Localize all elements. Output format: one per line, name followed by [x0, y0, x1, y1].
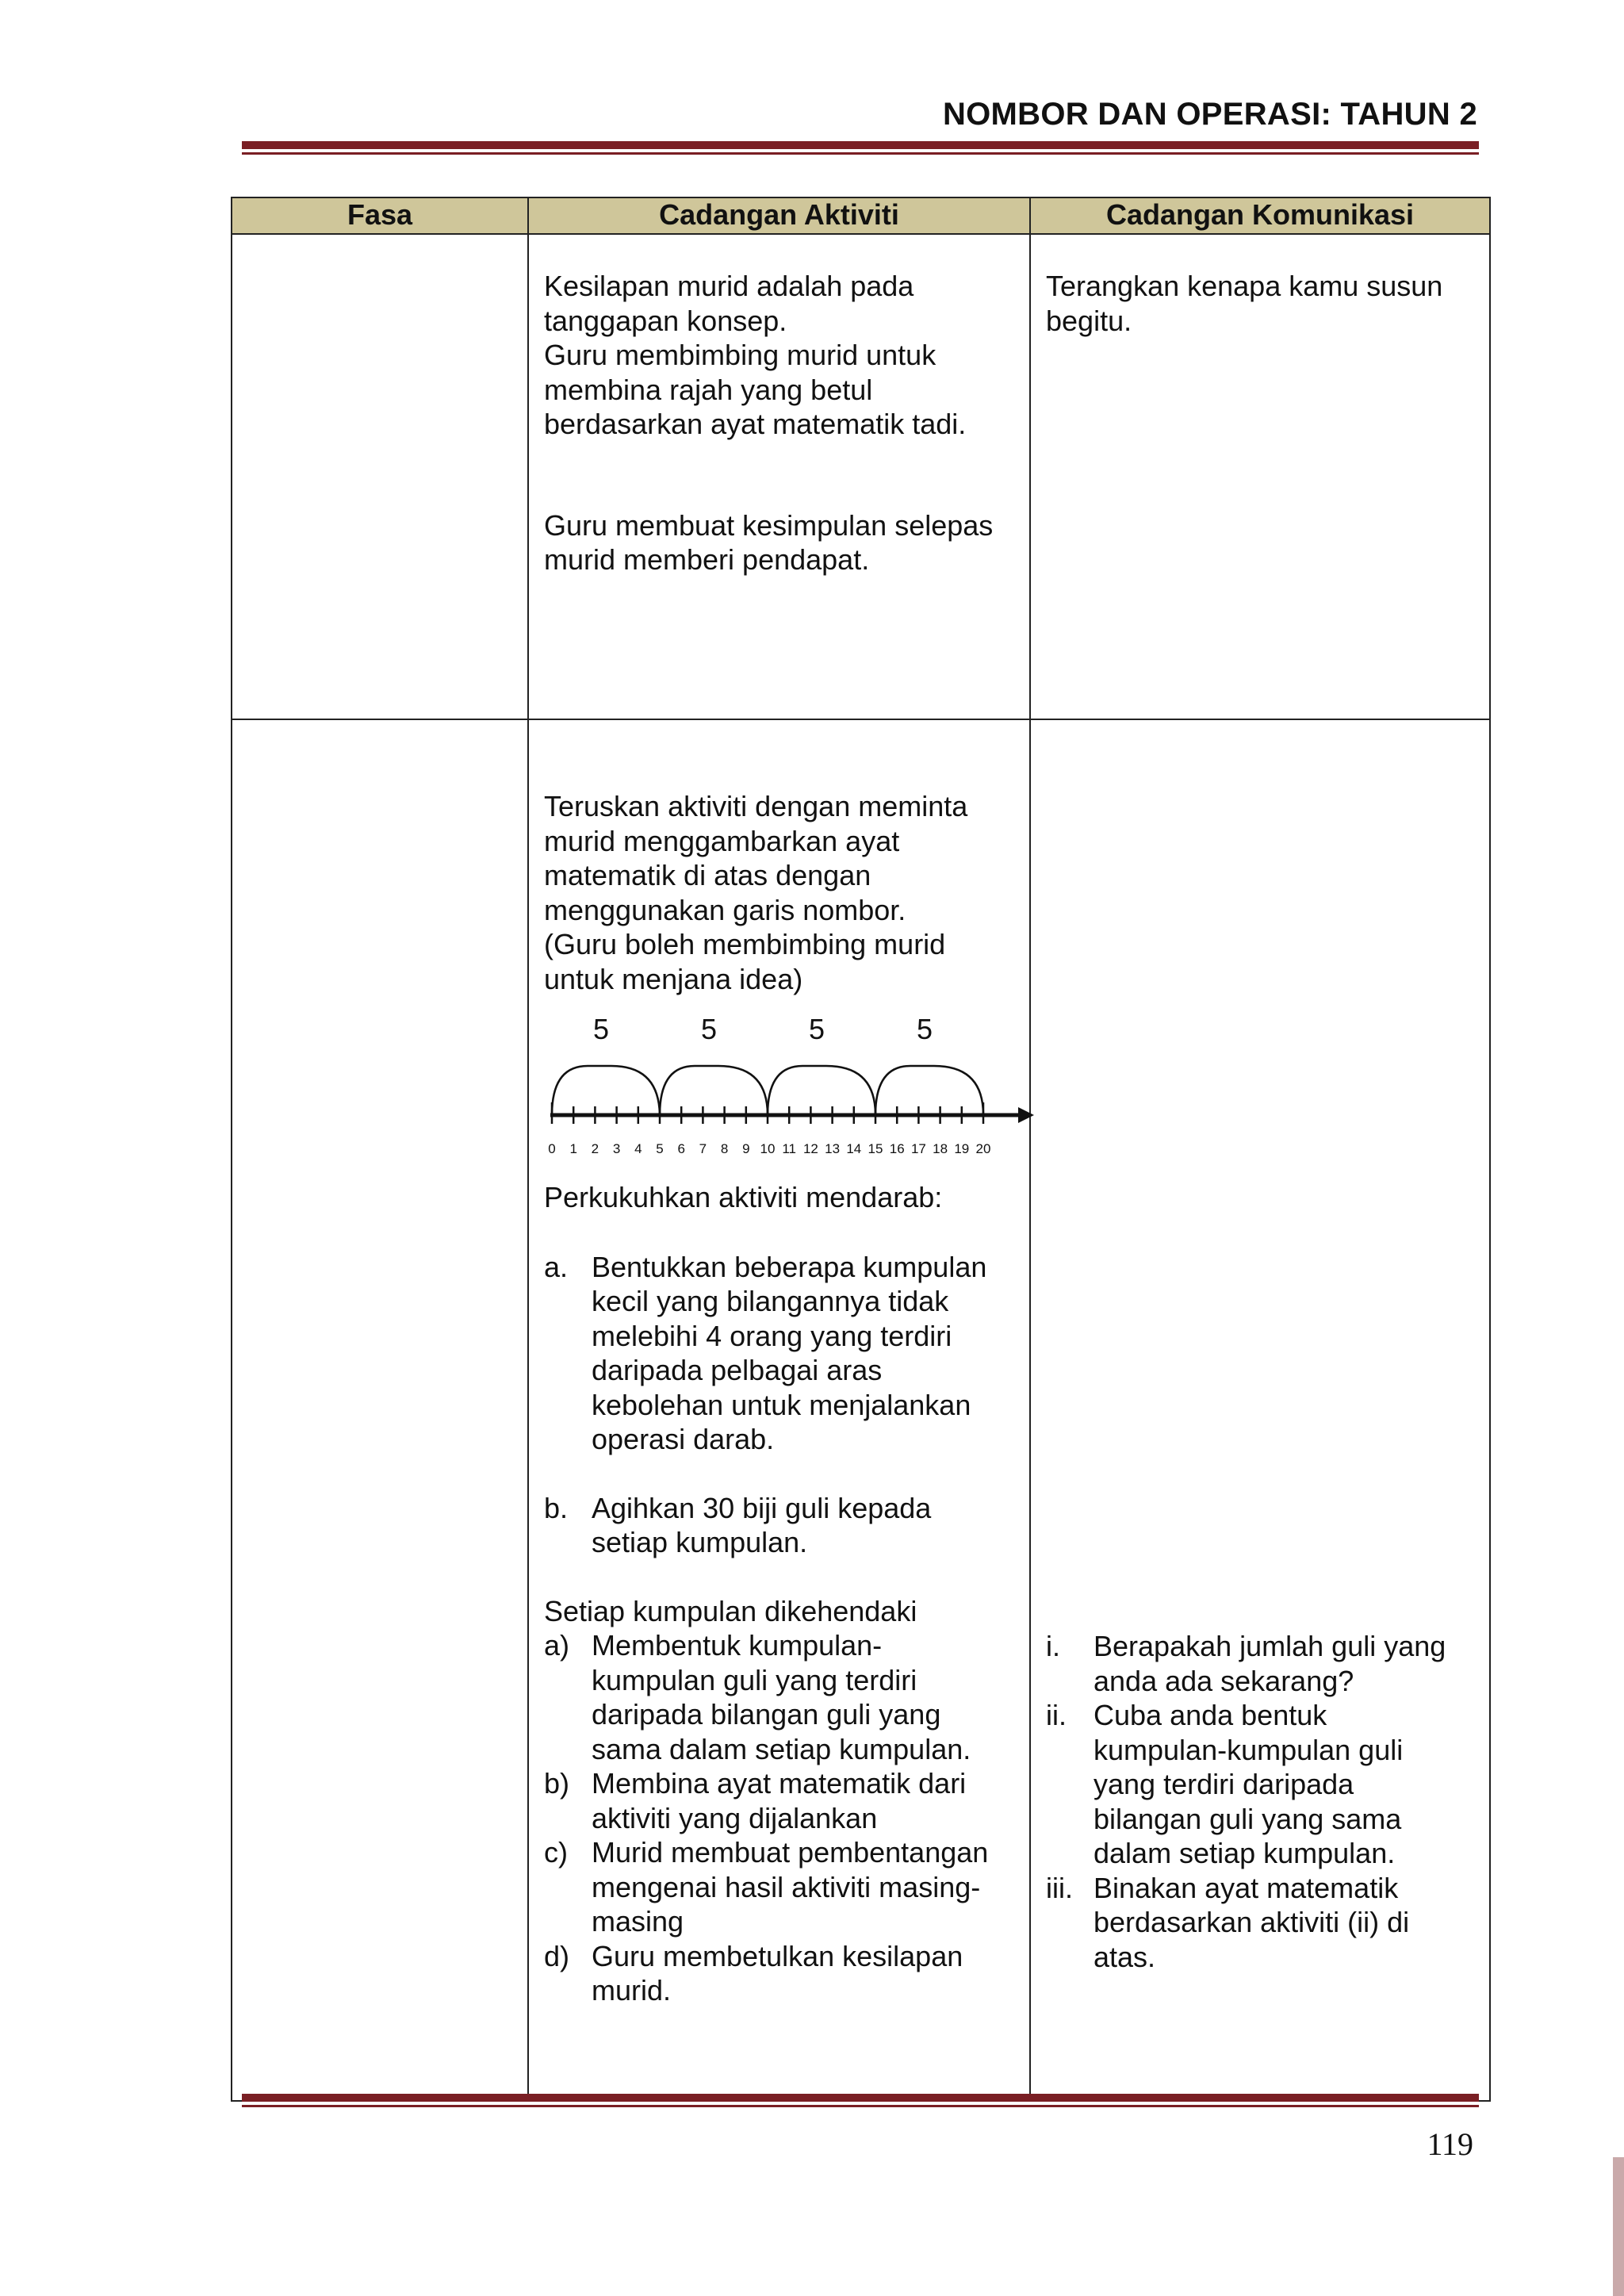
activity-line: Guru membuat kesimpulan selepas	[544, 508, 994, 542]
step-line: kebolehan untuk menjalankan	[592, 1388, 971, 1421]
question-line: atas.	[1094, 1940, 1156, 1973]
task-line: murid.	[592, 1974, 672, 2007]
number-line-tick-labels	[548, 1141, 990, 1156]
activity-cell	[528, 719, 1030, 2101]
activity-line: Kesilapan murid adalah pada	[544, 270, 914, 302]
step-line: setiap kumpulan.	[592, 1526, 808, 1558]
activity-cell	[528, 234, 1030, 719]
communication-cell	[1030, 234, 1490, 719]
question-marker: iii.	[1046, 1871, 1073, 1904]
jump-labels	[593, 1013, 933, 1045]
communication-cell	[1030, 719, 1490, 2101]
lesson-plan-table	[231, 197, 1491, 2102]
jump-label: 5	[808, 1013, 825, 1045]
number-line-tick-label: 19	[954, 1141, 970, 1156]
question-item	[1046, 1629, 1488, 1698]
group-intro: Setiap kumpulan dikehendaki	[544, 1594, 917, 1627]
number-line-tick-label: 2	[591, 1141, 599, 1156]
question-line: Berapakah jumlah guli yang	[1094, 1630, 1446, 1662]
page-header-title: NOMBOR DAN OPERASI: TAHUN 2	[942, 97, 1477, 132]
communication-line: begitu.	[1046, 304, 1132, 337]
reinforce-heading: Perkukuhkan aktiviti mendarab:	[544, 1181, 943, 1213]
task-item	[544, 1939, 1028, 2008]
question-line: yang terdiri daripada	[1094, 1768, 1354, 1800]
activity-line: tanggapan konsep.	[544, 304, 787, 337]
step-line: kecil yang bilangannya tidak	[592, 1285, 949, 1317]
step-marker: b.	[544, 1491, 569, 1524]
intro-line: matematik di atas dengan	[544, 859, 871, 891]
intro-line: menggunakan garis nombor.	[544, 893, 906, 926]
number-line-tick-label: 8	[720, 1141, 729, 1156]
question-item	[1046, 1871, 1488, 1975]
step-line: Bentukkan beberapa kumpulan	[592, 1250, 987, 1283]
fasa-cell	[232, 719, 528, 2101]
question-line: bilangan guli yang sama	[1094, 1802, 1402, 1835]
page-edge-decoration	[1613, 2157, 1624, 2296]
activity-line: Guru membimbing murid untuk	[544, 339, 936, 371]
number-line-tick-label: 17	[910, 1141, 926, 1156]
number-line-diagram	[544, 1010, 1051, 1161]
question-line: anda ada sekarang?	[1094, 1664, 1354, 1697]
question-line: berdasarkan aktiviti (ii) di	[1094, 1906, 1410, 1938]
number-line-tick-label: 13	[825, 1141, 841, 1156]
task-line: mengenai hasil aktiviti masing-	[592, 1870, 981, 1903]
task-item	[544, 1835, 1028, 1939]
column-header-fasa: Fasa	[232, 197, 528, 234]
steps-list	[544, 1250, 1028, 1560]
task-marker: b)	[544, 1767, 570, 1800]
header-rule	[242, 141, 1479, 155]
intro-line: (Guru boleh membimbing murid	[544, 928, 946, 960]
step-marker: a.	[544, 1250, 569, 1283]
task-line: daripada bilangan guli yang	[592, 1698, 941, 1731]
step-line: Agihkan 30 biji guli kepada	[592, 1491, 932, 1524]
question-marker: i.	[1046, 1630, 1060, 1662]
task-line: kumpulan guli yang terdiri	[592, 1663, 917, 1696]
number-line-ticks	[552, 1102, 983, 1124]
number-line-tick-label: 18	[933, 1141, 948, 1156]
step-line: operasi darab.	[592, 1423, 775, 1455]
questions-list	[1046, 1629, 1488, 1974]
number-line-tick-label: 9	[742, 1141, 750, 1156]
table-row	[232, 234, 1490, 719]
question-line: kumpulan-kumpulan guli	[1094, 1733, 1404, 1766]
intro-line: Teruskan aktiviti dengan meminta	[544, 790, 968, 822]
activity-line: murid memberi pendapat.	[544, 543, 870, 576]
task-marker: a)	[544, 1629, 570, 1662]
page-number: 119	[1427, 2126, 1473, 2162]
task-line: Membina ayat matematik dari	[592, 1767, 967, 1800]
table-header-row	[232, 197, 1490, 234]
number-line-tick-label: 15	[868, 1141, 883, 1156]
number-line-tick-label: 7	[699, 1141, 707, 1156]
task-line: Guru membetulkan kesilapan	[592, 1939, 963, 1972]
number-line-tick-label: 4	[634, 1141, 642, 1156]
question-line: Cuba anda bentuk	[1094, 1699, 1327, 1731]
number-line-tick-label: 20	[975, 1141, 991, 1156]
task-item	[544, 1628, 1028, 1766]
table-row	[232, 719, 1490, 2101]
task-item	[544, 1766, 1028, 1835]
intro-line: murid menggambarkan ayat	[544, 824, 900, 857]
step-line: melebihi 4 orang yang terdiri	[592, 1319, 952, 1352]
footer-rule	[242, 2094, 1479, 2107]
column-header-aktiviti: Cadangan Aktiviti	[528, 197, 1030, 234]
task-line: Membentuk kumpulan-	[592, 1629, 883, 1662]
step-item	[544, 1491, 1028, 1560]
tasks-list	[544, 1628, 1028, 2008]
step-item	[544, 1250, 1028, 1457]
fasa-cell	[232, 234, 528, 719]
number-line-tick-label: 1	[569, 1141, 577, 1156]
number-line-tick-label: 6	[677, 1141, 685, 1156]
intro-line: untuk menjana idea)	[544, 962, 803, 995]
activity-line: berdasarkan ayat matematik tadi.	[544, 408, 967, 440]
step-line: daripada pelbagai aras	[592, 1354, 883, 1386]
task-marker: d)	[544, 1939, 570, 1972]
number-line-tick-label: 11	[782, 1141, 797, 1156]
column-header-komunikasi: Cadangan Komunikasi	[1030, 197, 1490, 234]
communication-line: Terangkan kenapa kamu susun	[1046, 270, 1443, 302]
number-line-tick-label: 0	[548, 1141, 556, 1156]
question-marker: ii.	[1046, 1699, 1067, 1731]
task-line: Murid membuat pembentangan	[592, 1836, 989, 1869]
number-line-tick-label: 3	[612, 1141, 621, 1156]
task-line: masing	[592, 1905, 684, 1938]
question-item	[1046, 1698, 1488, 1871]
jump-label: 5	[592, 1013, 610, 1045]
number-line-tick-label: 12	[802, 1141, 818, 1156]
number-line-tick-label: 14	[846, 1141, 862, 1156]
number-line-tick-label: 16	[889, 1141, 905, 1156]
question-line: dalam setiap kumpulan.	[1094, 1837, 1396, 1869]
question-line: Binakan ayat matematik	[1094, 1871, 1399, 1904]
jump-label: 5	[916, 1013, 933, 1045]
activity-line: membina rajah yang betul	[544, 373, 873, 406]
task-line: sama dalam setiap kumpulan.	[592, 1732, 971, 1765]
number-line-tick-label: 5	[656, 1141, 664, 1156]
jump-label: 5	[700, 1013, 718, 1045]
number-line-tick-label: 10	[760, 1141, 776, 1156]
task-marker: c)	[544, 1836, 568, 1869]
task-line: aktiviti yang dijalankan	[592, 1801, 878, 1834]
